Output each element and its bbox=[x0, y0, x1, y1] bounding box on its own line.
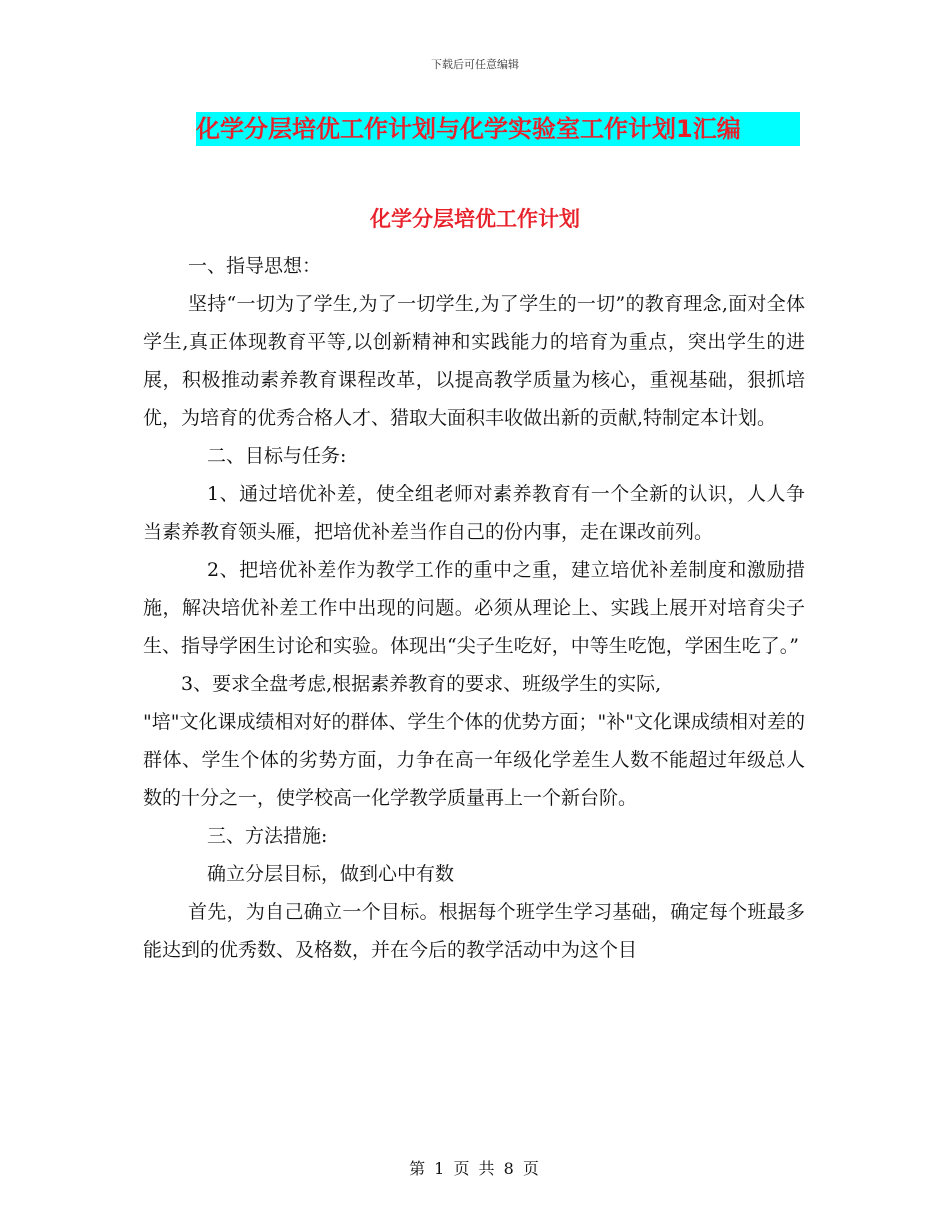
paragraph-goal-3: "培"文化课成绩相对好的群体、学生个体的优势方面；"补"文化课成绩相对差的群体、学生个体的劣势方面，力争在高一年级化学差生人数不能超过年级总人数的十分之一，使学校高一化学教学质量再上一个新台阶。 bbox=[143, 711, 805, 809]
paragraph-goal-1: 1、通过培优补差，使全组老师对素养教育有一个全新的认识，人人争当素养教育领头雁，把培优补差当作自己的份内事，走在课改前列。 bbox=[143, 483, 805, 543]
paragraph-goal-3-lead: 3、要求全盘考虑,根据素养教育的要求、班级学生的实际, bbox=[181, 673, 662, 695]
document-body bbox=[143, 247, 805, 969]
subheading-layered-goals: 确立分层目标，做到心中有数 bbox=[207, 863, 455, 885]
section-title: 化学分层培优工作计划 bbox=[370, 207, 580, 231]
document-title: 化学分层培优工作计划与化学实验室工作计划1汇编 bbox=[196, 112, 800, 146]
paragraph-guiding-ideology: 坚持“一切为了学生,为了一切学生,为了学生的一切”的教育理念,面对全体学生,真正体现教育平等,以创新精神和实践能力的培育为重点，突出学生的进展，积极推动素养教育课程改革，以提高教学质量为核心，重视基础，狠抓培优，为培育的优秀合格人才、猎取大面积丰收做出新的贡献,特制定本计划。 bbox=[143, 293, 805, 429]
heading-methods: 三、方法措施: bbox=[207, 825, 328, 847]
heading-guiding-ideology: 一、指导思想： bbox=[188, 255, 322, 277]
page-number: 第 1 页 共 8 页 bbox=[409, 1159, 541, 1178]
heading-goals-tasks: 二、目标与任务: bbox=[207, 445, 347, 467]
header-note: 下载后可任意编辑 bbox=[431, 58, 519, 71]
paragraph-methods-first: 首先，为自己确立一个目标。根据每个班学生学习基础，确定每个班最多能达到的优秀数、及格数，并在今后的教学活动中为这个目 bbox=[143, 901, 805, 961]
paragraph-goal-2: 2、把培优补差作为教学工作的重中之重，建立培优补差制度和激励措施，解决培优补差工作中出现的问题。必须从理论上、实践上展开对培育尖子生、指导学困生讨论和实验。体现出“尖子生吃好，中等生吃饱，学困生吃了。” bbox=[143, 559, 805, 657]
